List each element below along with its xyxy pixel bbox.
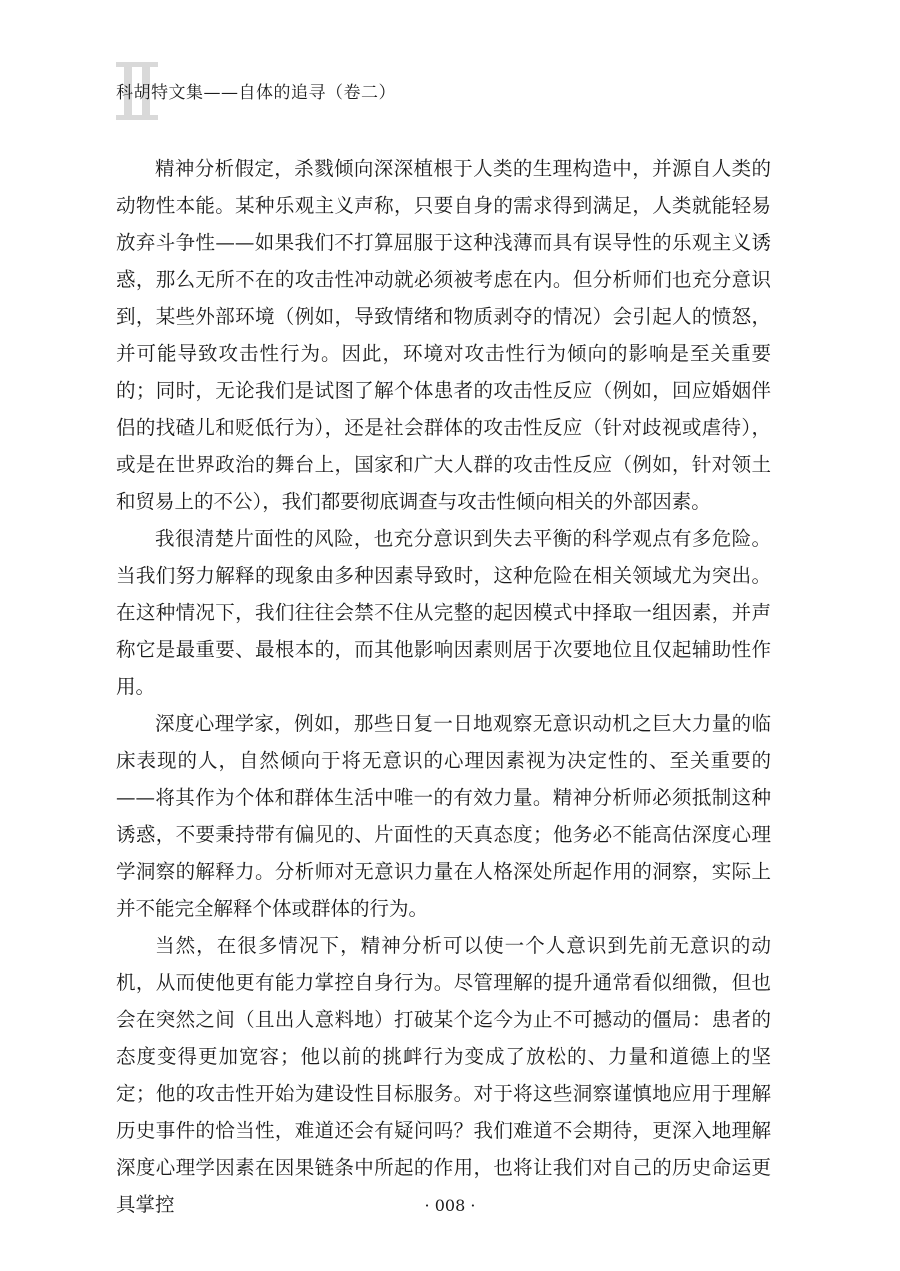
page-number: · 008 · <box>424 1196 476 1215</box>
body-text <box>116 150 771 1223</box>
paragraph-1: 精神分析假定，杀戮倾向深深植根于人类的生理构造中，并源自人类的动物性本能。某种乐观主义声称，只要自身的需求得到满足，人类就能轻易放弃斗争性——如果我们不打算屈服于这种浅薄而具有误导性的乐观主义诱惑，那么无所不在的攻击性冲动就必须被考虑在内。但分析师们也充分意识到，某些外部环境（例如，导致情绪和物质剥夺的情况）会引起人的愤怒，并可能导致攻击性行为。因此，环境对攻击性行为倾向的影响是至关重要的；同时，无论我们是试图了解个体患者的攻击性反应（例如，回应婚姻伴侣的找碴儿和贬低行为），还是社会群体的攻击性反应（针对歧视或虐待），或是在世界政治的舞台上，国家和广大人群的攻击性反应（例如，针对领土和贸易上的不公），我们都要彻底调查与攻击性倾向相关的外部因素。 <box>116 157 771 513</box>
paragraph-2: 我很清楚片面性的风险，也充分意识到失去平衡的科学观点有多危险。当我们努力解释的现象由多种因素导致时，这种危险在相关领域尤为突出。在这种情况下，我们往往会禁不住从完整的起因模式中择取一组因素，并声称它是最重要、最根本的，而其他影响因素则居于次要地位且仅起辅助性作用。 <box>116 527 771 698</box>
paragraph-4: 当然，在很多情况下，精神分析可以使一个人意识到先前无意识的动机，从而使他更有能力掌控自身行为。尽管理解的提升通常看似细微，但也会在突然之间（且出人意料地）打破某个迄今为止不可撼动的僵局：患者的态度变得更加宽容；他以前的挑衅行为变成了放松的、力量和道德上的坚定；他的攻击性开始为建设性目标服务。对于将这些洞察谨慎地应用于理解历史事件的恰当性，难道还会有疑问吗？我们难道不会期待，更深入地理解深度心理学因素在因果链条中所起的作用，也将让我们对自己的历史命运更具掌控 <box>116 934 771 1216</box>
running-head: 科胡特文集——自体的追寻（卷二） <box>116 83 396 103</box>
paragraph-3: 深度心理学家，例如，那些日复一日地观察无意识动机之巨大力量的临床表现的人，自然倾向于将无意识的心理因素视为决定性的、至关重要的——将其作为个体和群体生活中唯一的有效力量。精神分析师必须抵制这种诱惑，不要秉持带有偏见的、片面性的天真态度；他务必不能高估深度心理学洞察的解释力。分析师对无意识力量在人格深处所起作用的洞察，实际上并不能完全解释个体或群体的行为。 <box>116 712 771 920</box>
